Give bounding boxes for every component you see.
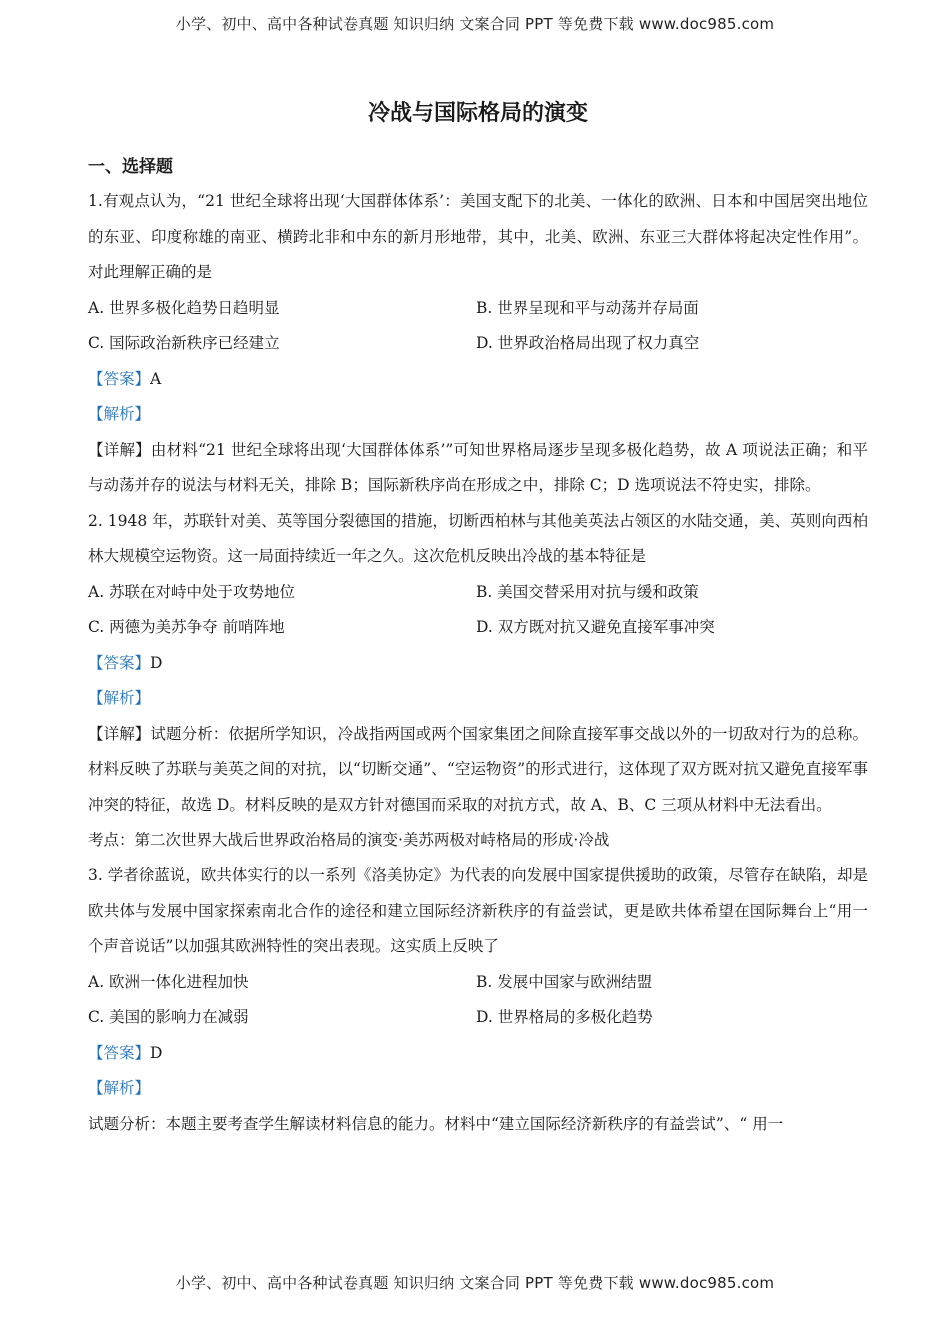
option-a: A. 欧洲一体化进程加快	[88, 972, 249, 991]
option-b: B. 世界呈现和平与动荡并存局面	[476, 298, 699, 317]
question-2-stem: 2. 1948 年，苏联针对美、英等国分裂德国的措施，切断西柏林与其他美英法占领区的水陆交通，美、英则向西柏林大规模空运物资。这一局面持续近一年之久。这次危机反映出冷战的基本特征是	[88, 511, 868, 565]
answer-label: 【答案】	[88, 1043, 151, 1062]
answer-line	[88, 646, 868, 682]
option-d: D. 世界政治格局出现了权力真空	[476, 334, 700, 352]
question-list	[88, 184, 868, 1142]
option-c: C. 美国的影响力在减弱	[88, 1008, 249, 1026]
analysis-label: 【解析】	[88, 1079, 151, 1097]
analysis-line	[88, 681, 868, 717]
answer-value: D	[150, 653, 163, 672]
answer-label: 【答案】	[88, 369, 151, 388]
option-b: B. 美国交替采用对抗与缓和政策	[476, 582, 699, 601]
detail-text: 试题分析：依据所学知识，冷战指两国或两个国家集团之间除直接军事交战以外的一切敌对行为的总称。材料反映了苏联与美英之间的对抗，以“切断交通”、“空运物资”的形式进行，这体现了双方既对抗又避免直接军事冲突的特征，故选 D。材料反映的是双方针对德国而采取的对抗方式，故 A、B、C 三项从材料中无法看出。	[88, 724, 868, 814]
question-1-options	[88, 291, 868, 362]
header-banner: 小学、初中、高中各种试卷真题 知识归纳 文案合同 PPT 等免费下载 www.doc985.com	[175, 15, 775, 33]
detail-label: 【详解】	[88, 724, 151, 743]
answer-value: D	[150, 1043, 163, 1062]
option-c: C. 两德为美苏争夺 前哨阵地	[88, 618, 285, 636]
question-3-options	[88, 965, 868, 1036]
option-a: A. 世界多极化趋势日趋明显	[88, 298, 280, 317]
option-b: B. 发展中国家与欧洲结盟	[476, 972, 653, 991]
analysis-line	[88, 1071, 868, 1107]
analysis-text: 试题分析：本题主要考查学生解读材料信息的能力。材料中“建立国际经济新秩序的有益尝试”、“ 用一	[88, 1114, 784, 1133]
detail-label: 【详解】	[88, 440, 151, 459]
detail-paragraph	[88, 717, 868, 824]
option-c: C. 国际政治新秩序已经建立	[88, 334, 280, 352]
detail-text: 由材料“21 世纪全球将出现‘大国群体体系’”可知世界格局逐步呈现多极化趋势，故 A 项说法正确；和平与动荡并存的说法与材料无关，排除 B；国际新秩序尚在形成之中，排除 C；D 选项说法不符史实，排除。	[88, 440, 868, 494]
answer-value: A	[150, 369, 162, 388]
analysis-line	[88, 397, 868, 433]
kaodian-line: 考点：第二次世界大战后世界政治格局的演变·美苏两极对峙格局的形成·冷战	[88, 831, 610, 849]
question-2-options	[88, 575, 868, 646]
answer-line	[88, 362, 868, 398]
option-d: D. 世界格局的多极化趋势	[476, 1008, 653, 1026]
answer-label: 【答案】	[88, 653, 151, 672]
analysis-label: 【解析】	[88, 405, 151, 423]
option-a: A. 苏联在对峙中处于攻势地位	[88, 582, 296, 601]
footer-banner: 小学、初中、高中各种试卷真题 知识归纳 文案合同 PPT 等免费下载 www.doc985.com	[175, 1274, 775, 1292]
page-title: 冷战与国际格局的演变	[367, 101, 588, 126]
question-1-stem: 1.有观点认为，“21 世纪全球将出现‘大国群体体系’：美国支配下的北美、一体化的欧洲、日本和中国居突出地位的东亚、印度称雄的南亚、横跨北非和中东的新月形地带，其中，北美、欧洲、东亚三大群体将起决定性作用”。对此理解正确的是	[88, 192, 868, 281]
analysis-label: 【解析】	[88, 689, 151, 707]
option-d: D. 双方既对抗又避免直接军事冲突	[476, 618, 715, 636]
section-heading: 一、选择题	[88, 157, 173, 177]
detail-paragraph	[88, 433, 868, 504]
answer-line	[88, 1036, 868, 1072]
question-3-stem: 3. 学者徐蓝说，欧共体实行的以一系列《洛美协定》为代表的向发展中国家提供援助的政策，尽管存在缺陷，却是欧共体与发展中国家探索南北合作的途径和建立国际经济新秩序的有益尝试，更是欧共体希望在国际舞台上“用一个声音说话”以加强其欧洲特性的突出表现。这实质上反映了	[88, 866, 868, 955]
